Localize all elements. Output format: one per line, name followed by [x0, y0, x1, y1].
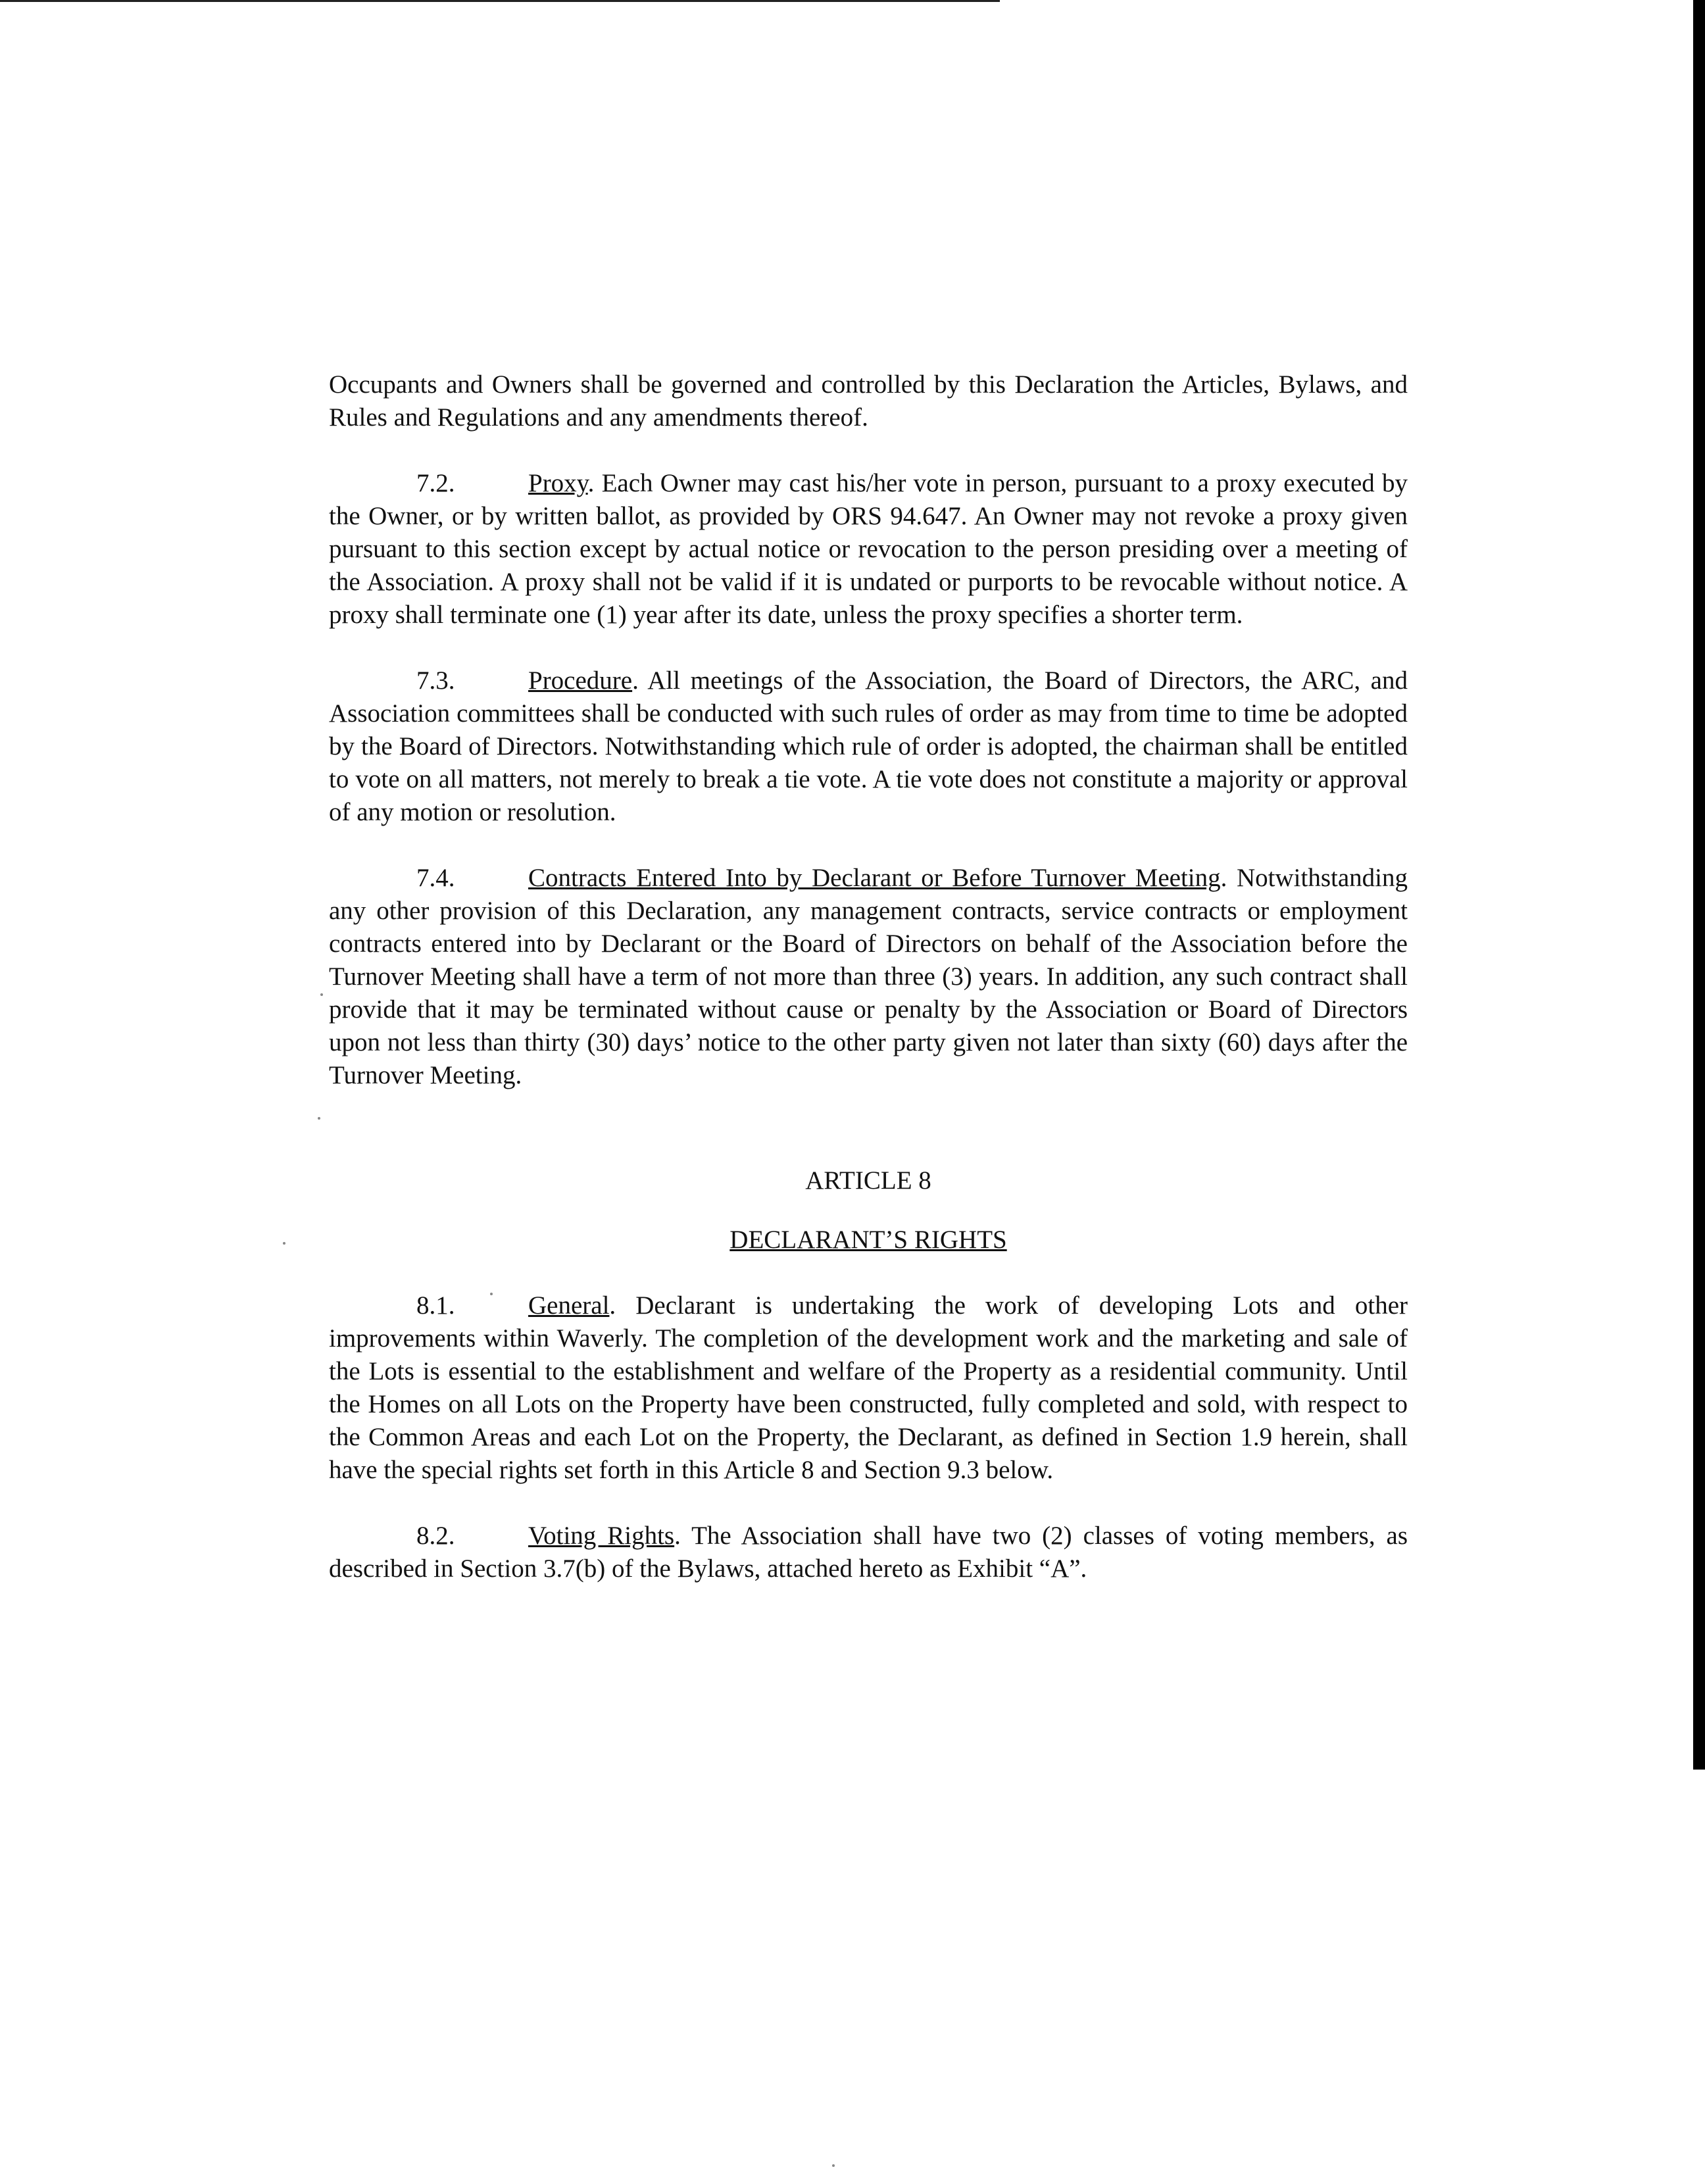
section-number: 7.4.: [416, 864, 455, 892]
scan-speck: [283, 1242, 285, 1245]
article-heading: ARTICLE 8: [805, 1166, 931, 1195]
section-number: 7.3.: [416, 666, 455, 695]
scan-speck: [832, 2164, 835, 2167]
section-title: Contracts Entered Into by Declarant or Before Turnover Meeting: [528, 864, 1221, 892]
intro-paragraph: Occupants and Owners shall be governed and controlled by this Declaration the Articles, Bylaws, and Rules and Regulations and any amendments thereof.: [329, 370, 1408, 432]
scan-speck: [318, 1117, 320, 1120]
section-title: Proxy: [528, 469, 588, 497]
section-number: 8.1.: [416, 1291, 455, 1320]
scan-top-edge: [0, 0, 1000, 2]
section-number: 7.2.: [416, 469, 455, 497]
section-8-1: [329, 1289, 1408, 1487]
section-body: . The Association shall have two (2) classes of voting members, as described in Section 3.7(b) of the Bylaws, attached hereto as Exhibit “A”.: [329, 1522, 1408, 1583]
section-body: . Declarant is undertaking the work of developing Lots and other improvements within Waverly. The completion of the development work and the marketing and sale of the Lots is essential to the establishment and welfare of the Property as a residential community. Until the Homes on all Lots on the Property have been constructed, fully completed and sold, with respect to the Common Areas and each Lot on the Property, the Declarant, as defined in Section 1.9 herein, shall have the special rights set forth in this Article 8 and Section 9.3 below.: [329, 1291, 1408, 1484]
section-body: . All meetings of the Association, the Board of Directors, the ARC, and Association committees shall be conducted with such rules of order as may from time to time be adopted by the Board of Directors. Notwithstanding which rule of order is adopted, the chairman shall be entitled to vote on all matters, not merely to break a tie vote. A tie vote does not constitute a majority or approval of any motion or resolution.: [329, 666, 1408, 826]
section-title: Procedure: [528, 666, 633, 695]
section-7-2: [329, 467, 1408, 632]
section-body: . Notwithstanding any other provision of this Declaration, any management contracts, service contracts or employment contracts entered into by Declarant or the Board of Directors on behalf of the Association before the Turnover Meeting shall have a term of not more than three (3) years. In addition, any such contract shall provide that it may be terminated without cause or penalty by the Association or Board of Directors upon not less than thirty (30) days’ notice to the other party given not later than sixty (60) days after the Turnover Meeting.: [329, 864, 1408, 1089]
scan-speck: [320, 993, 323, 996]
scan-right-edge: [1693, 0, 1705, 1770]
section-number: 8.2.: [416, 1522, 455, 1550]
section-8-2: [329, 1520, 1408, 1585]
document-page: [329, 368, 1408, 1618]
section-title: Voting Rights: [528, 1522, 675, 1550]
section-7-3: [329, 664, 1408, 829]
article-subheading: DECLARANT’S RIGHTS: [729, 1226, 1007, 1254]
section-title: General: [528, 1291, 610, 1320]
section-7-4: [329, 862, 1408, 1092]
section-body: . Each Owner may cast his/her vote in person, pursuant to a proxy executed by the Owner, or by written ballot, as provided by ORS 94.647. An Owner may not revoke a proxy given pursuant to this section except by actual notice or revocation to the person presiding over a meeting of the Association. A proxy shall not be valid if it is undated or purports to be revocable without notice. A proxy shall terminate one (1) year after its date, unless the proxy specifies a shorter term.: [329, 469, 1408, 629]
